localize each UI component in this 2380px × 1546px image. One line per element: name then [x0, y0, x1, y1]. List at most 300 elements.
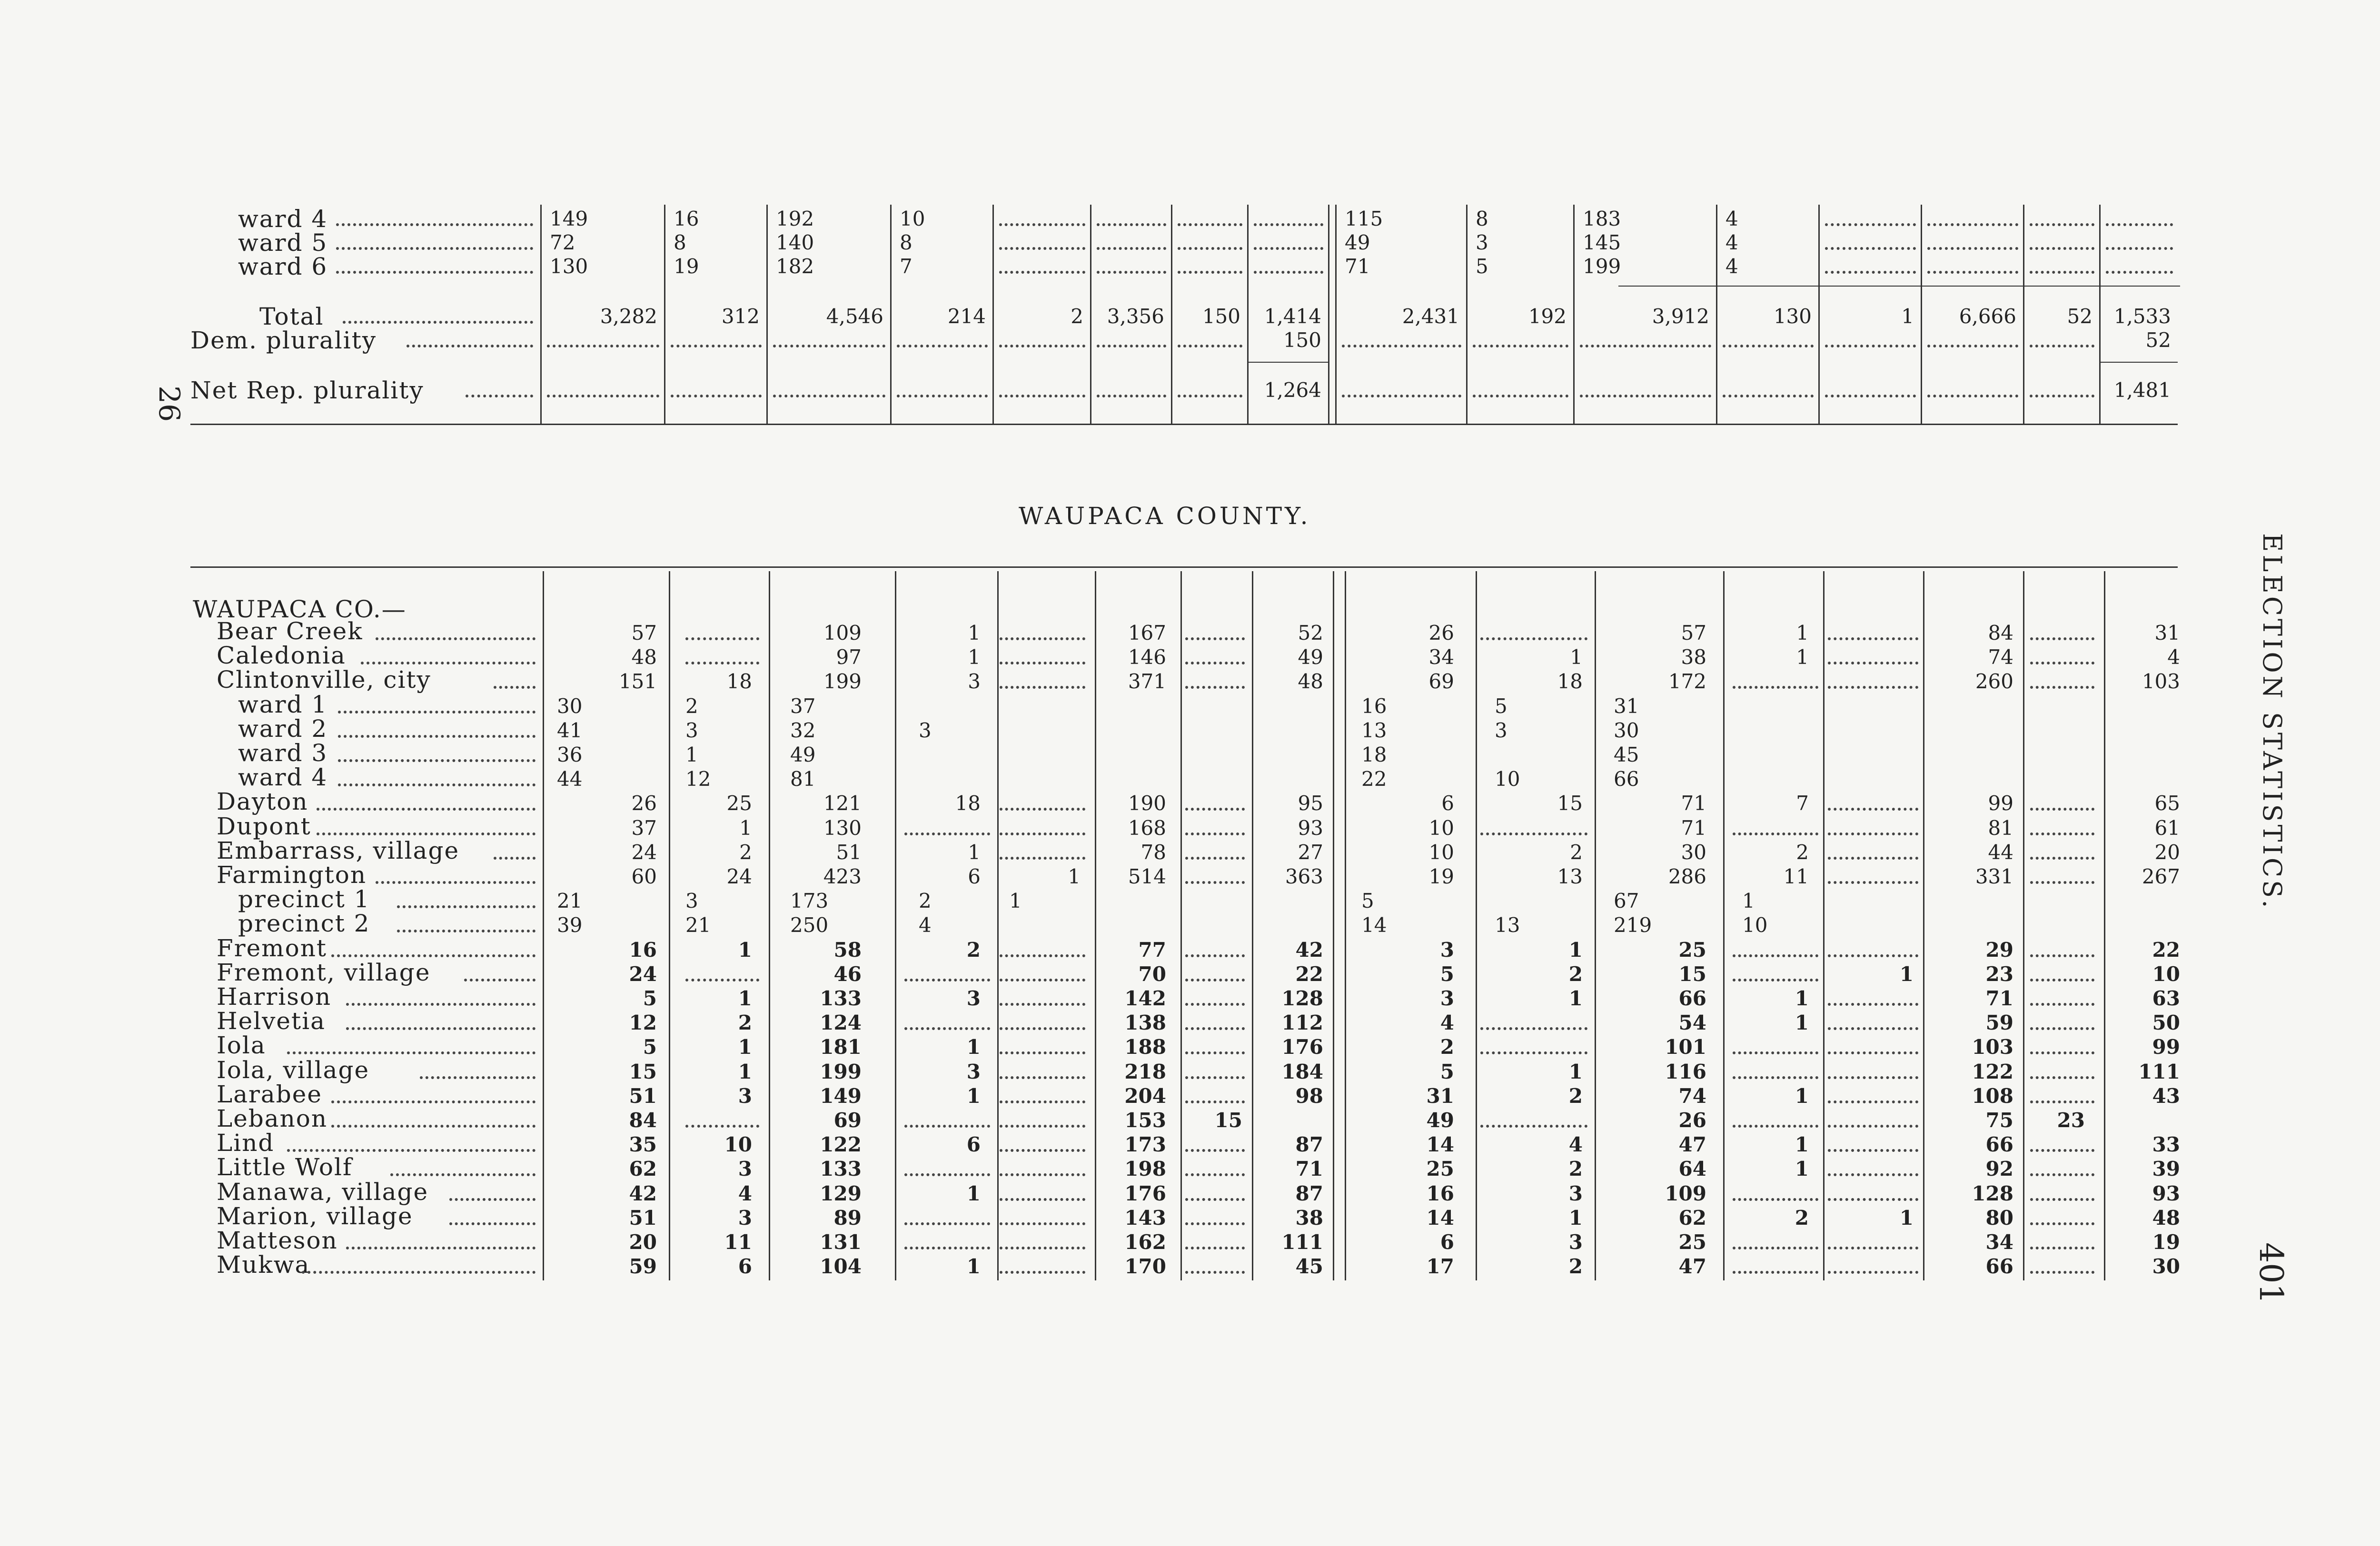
table-cell: 92 [1985, 1157, 2013, 1180]
table-cell: 31 [1426, 1084, 1454, 1108]
table-cell: 1 [1901, 305, 1914, 328]
empty-cell-dots [1825, 395, 1916, 397]
column-rule [1247, 205, 1249, 424]
column-rule [1818, 205, 1820, 424]
table-cell: 5 [1476, 255, 1488, 278]
empty-cell-dots [1828, 1027, 1918, 1030]
empty-cell-dots [2106, 271, 2173, 274]
table-cell: 140 [776, 231, 814, 254]
empty-cell-dots [999, 247, 1085, 250]
leader-dots [346, 1027, 536, 1030]
table-cell: 13 [1495, 913, 1520, 937]
row-label: ward 1 [238, 691, 328, 718]
empty-cell-dots [1185, 662, 1245, 664]
table-cell: 72 [550, 231, 575, 254]
table-cell: 63 [2152, 987, 2180, 1010]
row-label: Iola, village [217, 1056, 370, 1084]
table-cell: 25 [726, 792, 752, 815]
empty-cell-dots [1254, 271, 1323, 274]
table-cell: 62 [629, 1157, 657, 1180]
table-cell: 67 [1614, 889, 1639, 912]
plurality-rule [1247, 362, 1328, 363]
table-cell: 151 [618, 670, 657, 693]
table-cell: 1 [968, 841, 981, 864]
table-cell: 74 [1678, 1084, 1706, 1108]
empty-cell-dots [2030, 1051, 2094, 1054]
empty-cell-dots [1000, 979, 1085, 981]
empty-cell-dots [671, 345, 762, 347]
column-rule [1335, 205, 1337, 424]
empty-cell-dots [1733, 832, 1818, 835]
row-label: ward 3 [238, 739, 328, 767]
empty-cell-dots [1000, 1247, 1085, 1249]
empty-cell-dots [1185, 1149, 1245, 1152]
table-cell: 95 [1298, 792, 1323, 815]
table-cell: 3 [685, 889, 698, 912]
table-cell: 5 [643, 987, 657, 1010]
table-cell: 173 [790, 889, 829, 912]
empty-cell-dots [999, 345, 1085, 347]
empty-cell-dots [1927, 247, 2018, 250]
table-cell: 26 [1428, 621, 1454, 644]
column-rule [1095, 571, 1096, 1280]
table-cell: 188 [1124, 1035, 1166, 1059]
table-cell: 18 [955, 792, 981, 815]
empty-cell-dots [999, 271, 1085, 274]
table-cell: 1 [1899, 962, 1914, 986]
table-cell: 38 [1681, 645, 1706, 669]
empty-cell-dots [2030, 881, 2094, 884]
leader-dots [376, 637, 536, 640]
empty-cell-dots [1185, 1076, 1245, 1079]
empty-cell-dots [1828, 1173, 1918, 1176]
empty-cell-dots [1185, 1100, 1245, 1103]
table-cell: 15 [629, 1060, 657, 1083]
table-cell: 5 [1440, 1060, 1454, 1083]
table-cell: 168 [1128, 816, 1166, 840]
table-cell: 4 [1726, 207, 1738, 230]
table-cell: 8 [1476, 207, 1488, 230]
table-cell: 49 [790, 743, 816, 766]
leader-dots [336, 271, 533, 274]
table-cell: 22 [2152, 938, 2180, 961]
table-cell: 87 [1295, 1133, 1323, 1156]
table-cell: 153 [1124, 1109, 1166, 1132]
table-cell: 22 [1295, 962, 1323, 986]
empty-cell-dots [2030, 271, 2094, 274]
column-rule [895, 571, 896, 1280]
table-cell: 93 [1298, 816, 1323, 840]
table-cell: 18 [1361, 743, 1387, 766]
empty-cell-dots [904, 1173, 990, 1176]
table-cell: 3,912 [1652, 305, 1709, 328]
table-cell: 74 [1988, 645, 2013, 669]
empty-cell-dots [2030, 1271, 2094, 1274]
table-cell: 199 [820, 1060, 862, 1083]
empty-cell-dots [2030, 1149, 2094, 1152]
table-cell: 108 [1972, 1084, 2013, 1108]
table-cell: 19 [674, 255, 699, 278]
table-cell: 1 [1570, 645, 1583, 669]
leader-dots [346, 1247, 536, 1249]
leader-dots [338, 759, 536, 762]
table-cell: 128 [1972, 1182, 2013, 1205]
table-cell: 17 [1426, 1255, 1454, 1278]
table-cell: 3 [968, 670, 981, 693]
leader-dots [449, 1222, 536, 1225]
table-cell: 35 [629, 1133, 657, 1156]
empty-cell-dots [897, 395, 988, 397]
table-cell: 14 [1426, 1206, 1454, 1229]
table-cell: 1 [1795, 1133, 1809, 1156]
table-cell: 199 [823, 670, 862, 693]
table-cell: 4 [738, 1182, 752, 1205]
empty-cell-dots [1828, 1100, 1918, 1103]
table-cell: 49 [1345, 231, 1370, 254]
table-cell: 60 [631, 865, 657, 888]
empty-cell-dots [2030, 832, 2094, 835]
table-cell: 98 [1295, 1084, 1323, 1108]
table-cell: 4 [919, 913, 932, 937]
table-cell: 331 [1975, 865, 2013, 888]
empty-cell-dots [1185, 1051, 1245, 1054]
table-cell: 149 [820, 1084, 862, 1108]
column-rule [2023, 205, 2024, 424]
empty-cell-dots [1178, 247, 1242, 250]
table-cell: 6 [966, 1133, 981, 1156]
empty-cell-dots [1828, 1198, 1918, 1201]
table-cell: 10 [900, 207, 925, 230]
right-page-number: 401 [2252, 1242, 2290, 1304]
table-cell: 170 [1124, 1255, 1166, 1278]
table-cell: 71 [1985, 987, 2013, 1010]
empty-cell-dots [2030, 979, 2094, 981]
table-cell: 2 [1568, 1084, 1583, 1108]
empty-cell-dots [685, 1125, 759, 1128]
table-cell: 190 [1128, 792, 1166, 815]
empty-cell-dots [1000, 1198, 1085, 1201]
leader-dots [420, 1076, 536, 1079]
empty-cell-dots [2030, 1027, 2094, 1030]
column-rule [1171, 205, 1172, 424]
empty-cell-dots [1185, 1027, 1245, 1030]
table-cell: 25 [1678, 1230, 1706, 1254]
empty-cell-dots [1185, 808, 1245, 811]
table-cell: 39 [557, 913, 583, 937]
table-cell: 3 [738, 1206, 752, 1229]
empty-cell-dots [1178, 395, 1242, 397]
table-cell: 122 [1972, 1060, 2013, 1083]
table-cell: 4 [1440, 1011, 1454, 1034]
empty-cell-dots [1000, 1125, 1085, 1128]
table-cell: 167 [1128, 621, 1166, 644]
table-cell: 1 [968, 645, 981, 669]
table-cell: 182 [776, 255, 814, 278]
empty-cell-dots [1828, 1003, 1918, 1006]
empty-cell-dots [2106, 223, 2173, 226]
empty-cell-dots [1178, 345, 1242, 347]
table-cell: 3 [1495, 719, 1507, 742]
table-cell: 218 [1124, 1060, 1166, 1083]
table-cell: 176 [1124, 1182, 1166, 1205]
table-cell: 19 [2152, 1230, 2180, 1254]
empty-cell-dots [1828, 832, 1918, 835]
table-cell: 130 [1773, 305, 1812, 328]
column-rule [540, 205, 542, 424]
column-rule [2099, 205, 2101, 424]
table-cell: 58 [833, 938, 862, 961]
table-cell: 2 [1570, 841, 1583, 864]
table-cell: 24 [631, 841, 657, 864]
empty-cell-dots [1000, 857, 1085, 860]
empty-cell-dots [1733, 1247, 1818, 1249]
table-cell: 57 [1681, 621, 1706, 644]
row-label: Larabee [217, 1080, 322, 1108]
table-cell: 12 [685, 767, 711, 791]
empty-cell-dots [897, 345, 988, 347]
table-cell: 71 [1345, 255, 1370, 278]
empty-cell-dots [1733, 1051, 1818, 1054]
column-rule [543, 571, 544, 1280]
row-label: Marion, village [217, 1202, 413, 1230]
empty-cell-dots [2030, 345, 2094, 347]
table-cell: 214 [947, 305, 986, 328]
row-label: Mukwa [217, 1251, 310, 1278]
table-cell: 173 [1124, 1133, 1166, 1156]
table-cell: 150 [1202, 305, 1240, 328]
leader-dots [338, 783, 536, 786]
table-cell: 48 [631, 645, 657, 669]
table-cell: 44 [1988, 841, 2013, 864]
table-cell: 22 [1361, 767, 1387, 791]
table-cell: 1 [1795, 987, 1809, 1010]
table-cell: 172 [1668, 670, 1706, 693]
table-cell: 21 [685, 913, 711, 937]
leader-dots [343, 321, 533, 324]
table-cell: 1 [966, 1084, 981, 1108]
table-cell: 2 [1568, 1255, 1583, 1278]
table-cell: 133 [820, 1157, 862, 1180]
table-cell: 3,282 [600, 305, 657, 328]
table-cell: 3 [1476, 231, 1488, 254]
row-label: precinct 2 [238, 910, 370, 937]
leader-dots [361, 662, 536, 664]
table-cell: 34 [1428, 645, 1454, 669]
table-cell: 15 [1678, 962, 1706, 986]
column-rule [992, 205, 994, 424]
leader-dots [376, 881, 536, 884]
table-cell: 1 [1795, 1084, 1809, 1108]
table-cell: 89 [833, 1206, 862, 1229]
empty-cell-dots [1000, 1003, 1085, 1006]
empty-cell-dots [2030, 637, 2094, 640]
table-cell: 7 [900, 255, 912, 278]
table-cell: 143 [1124, 1206, 1166, 1229]
side-header: ELECTION STATISTICS. [2257, 533, 2287, 911]
table-cell: 6,666 [1959, 305, 2016, 328]
table-cell: 4 [1726, 255, 1738, 278]
empty-cell-dots [1000, 832, 1085, 835]
empty-cell-dots [1185, 1222, 1245, 1225]
table-cell: 145 [1583, 231, 1621, 254]
empty-cell-dots [1828, 881, 1918, 884]
table-cell: 103 [1972, 1035, 2013, 1059]
column-rule [1723, 571, 1725, 1280]
leader-dots [338, 711, 536, 714]
empty-cell-dots [547, 345, 659, 347]
empty-cell-dots [2106, 247, 2173, 250]
empty-cell-dots [1097, 395, 1166, 397]
empty-cell-dots [2030, 686, 2094, 689]
table-cell: 99 [2152, 1035, 2180, 1059]
table-cell: 1 [1795, 1157, 1809, 1180]
table-cell: 5 [1495, 694, 1507, 718]
empty-cell-dots [1185, 637, 1245, 640]
table-cell: 312 [721, 305, 760, 328]
row-label: Helvetia [217, 1007, 326, 1035]
table-cell: 260 [1975, 670, 2013, 693]
table-cell: 6 [738, 1255, 752, 1278]
row-label: Caledonia [217, 642, 346, 669]
leader-dots [494, 857, 536, 860]
row-label: ward 4 [238, 763, 328, 791]
empty-cell-dots [1825, 247, 1916, 250]
table-cell: 23 [1985, 962, 2013, 986]
empty-cell-dots [904, 1247, 990, 1249]
table-cell: 115 [1345, 207, 1383, 230]
table-cell: 124 [820, 1011, 862, 1034]
row-label: Iola [217, 1031, 266, 1059]
column-rule [890, 205, 892, 424]
table-cell: 27 [1298, 841, 1323, 864]
empty-cell-dots [1000, 686, 1085, 689]
empty-cell-dots [1185, 881, 1245, 884]
table-cell: 128 [1281, 987, 1323, 1010]
table-cell: 2,431 [1402, 305, 1459, 328]
empty-cell-dots [1097, 223, 1166, 226]
table-cell: 59 [1985, 1011, 2013, 1034]
table-cell: 112 [1281, 1011, 1323, 1034]
table-cell: 15 [1557, 792, 1583, 815]
empty-cell-dots [1342, 345, 1461, 347]
empty-cell-dots [1000, 808, 1085, 811]
table-cell: 69 [1428, 670, 1454, 693]
leader-dots [464, 979, 536, 981]
row-label: Bear Creek [217, 617, 363, 645]
table-cell: 6 [1441, 792, 1454, 815]
leader-dots [331, 1125, 536, 1128]
empty-cell-dots [1185, 979, 1245, 981]
table-cell: 10 [1742, 913, 1768, 937]
table-cell: 129 [820, 1182, 862, 1205]
table-cell: 5 [1440, 962, 1454, 986]
table-cell: 10 [1495, 767, 1520, 791]
table-cell: 43 [2152, 1084, 2180, 1108]
table-cell: 192 [776, 207, 814, 230]
table-cell: 11 [1783, 865, 1809, 888]
table-cell: 52 [2067, 305, 2092, 328]
table-cell: 20 [2154, 841, 2180, 864]
table-cell: 2 [966, 938, 981, 961]
column-rule [1345, 571, 1346, 1280]
table-cell: 38 [1295, 1206, 1323, 1229]
table-cell: 176 [1281, 1035, 1323, 1059]
empty-cell-dots [547, 395, 659, 397]
leader-dots [346, 1003, 536, 1006]
empty-cell-dots [1733, 954, 1818, 957]
table-cell: 130 [550, 255, 588, 278]
table-cell: 75 [1985, 1109, 2013, 1132]
empty-cell-dots [1733, 1271, 1818, 1274]
table-cell: 11 [724, 1230, 752, 1254]
empty-cell-dots [1185, 857, 1245, 860]
table-cell: 8 [674, 231, 686, 254]
table-cell: 52 [2145, 328, 2171, 352]
table-cell: 8 [900, 231, 912, 254]
table-cell: 104 [820, 1255, 862, 1278]
table-cell: 16 [1426, 1182, 1454, 1205]
table-cell: 1,481 [2113, 378, 2171, 402]
leader-dots [397, 905, 536, 908]
empty-cell-dots [1927, 395, 2018, 397]
table-cell: 3 [1440, 987, 1454, 1010]
row-label: Clintonville, city [217, 666, 431, 694]
table-cell: 103 [2142, 670, 2180, 693]
table-cell: 12 [629, 1011, 657, 1034]
table-cell: 81 [790, 767, 816, 791]
column-rule [1333, 571, 1334, 1280]
table-cell: 48 [1298, 670, 1323, 693]
table-cell: 146 [1128, 645, 1166, 669]
leader-dots [331, 1100, 536, 1103]
empty-cell-dots [1580, 395, 1711, 397]
table-cell: 70 [1138, 962, 1166, 986]
table-cell: 2 [685, 694, 698, 718]
table-cell: 2 [1795, 1206, 1809, 1229]
table-cell: 4 [1726, 231, 1738, 254]
empty-cell-dots [1185, 1173, 1245, 1176]
table-cell: 363 [1285, 865, 1323, 888]
table-cell: 10 [1428, 841, 1454, 864]
table-cell: 1 [1568, 938, 1583, 961]
empty-cell-dots [1000, 662, 1085, 664]
empty-cell-dots [904, 1027, 990, 1030]
empty-cell-dots [1825, 271, 1916, 274]
column-rule [1921, 205, 1922, 424]
table-cell: 41 [557, 719, 583, 742]
table-cell: 6 [968, 865, 981, 888]
table-cell: 181 [820, 1035, 862, 1059]
table-cell: 51 [629, 1084, 657, 1108]
table-cell: 29 [1985, 938, 2013, 961]
empty-cell-dots [2030, 1003, 2094, 1006]
empty-cell-dots [685, 662, 759, 664]
leader-dots [449, 1198, 536, 1201]
table-cell: 204 [1124, 1084, 1166, 1108]
table-cell: 2 [1440, 1035, 1454, 1059]
leader-dots [336, 223, 533, 226]
column-rule [1823, 571, 1825, 1280]
table-cell: 2 [1568, 1157, 1583, 1180]
table-cell: 2 [1071, 305, 1083, 328]
leader-dots [494, 686, 536, 689]
row-label: ward 6 [238, 253, 328, 280]
table-cell: 30 [1681, 841, 1706, 864]
table-cell: 423 [823, 865, 862, 888]
table-cell: 57 [631, 621, 657, 644]
empty-cell-dots [1733, 686, 1818, 689]
empty-cell-dots [685, 637, 759, 640]
